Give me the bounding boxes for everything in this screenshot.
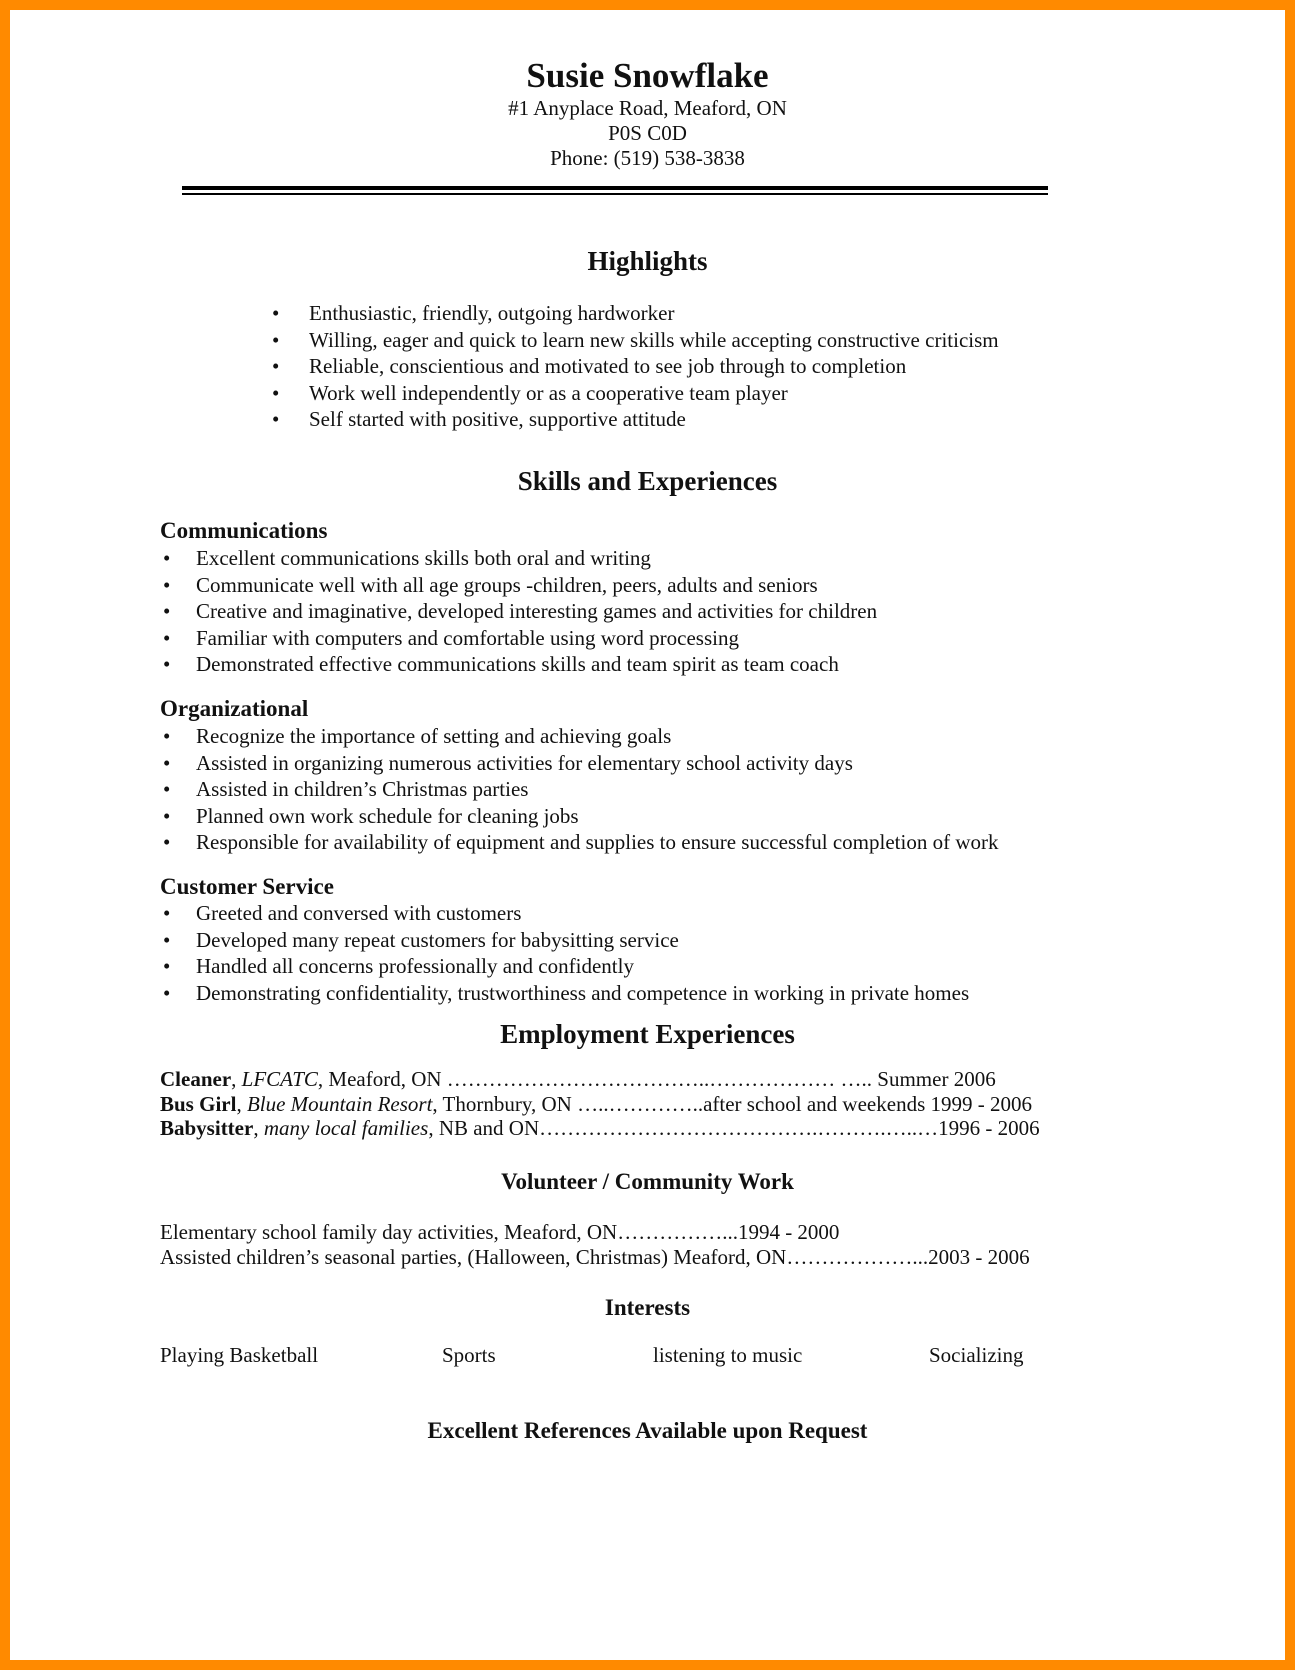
bullet: • <box>163 830 171 854</box>
resume-page <box>10 10 1285 1660</box>
job-role: Bus Girl <box>160 1092 237 1116</box>
list-item: • Reliable, conscientious and motivated to see job through to completion <box>272 354 907 378</box>
list-item: • Recognize the importance of setting and achieving goals <box>163 724 672 748</box>
organizational-list <box>160 723 999 856</box>
bullet: • <box>163 901 171 925</box>
job-row-cleaner: Cleaner, LFCATC, Meaford, ON ………………………………..……………… ….. Summer 2006 <box>160 1067 996 1091</box>
list-item: • Demonstrated effective communications skills and team spirit as team coach <box>163 652 839 676</box>
list-item: • Enthusiastic, friendly, outgoing hardworker <box>272 301 675 325</box>
list-item: • Developed many repeat customers for babysitting service <box>163 927 679 952</box>
address-line: #1 Anyplace Road, Meaford, ON <box>508 96 787 120</box>
volunteer-item: Assisted children’s seasonal parties, (Halloween, Christmas) Meaford, ON………………...2003 - 2006 <box>160 1245 1030 1269</box>
list-item: • Handled all concerns professionally and confidently <box>163 954 634 978</box>
bullet: • <box>272 407 280 431</box>
highlights-list <box>272 300 999 433</box>
job-row-bus-girl: Bus Girl, Blue Mountain Resort, Thornbury, ON …..…………..after school and weekends 1999 - 2006 <box>160 1092 1032 1116</box>
bullet: • <box>163 954 171 978</box>
bullet: • <box>163 652 171 676</box>
volunteer-heading: Volunteer / Community Work <box>501 1169 794 1194</box>
job-employer: LFCATC <box>241 1067 318 1091</box>
resume-name: Susie Snowflake <box>526 56 769 95</box>
bullet: • <box>272 301 280 325</box>
interest-item: Sports <box>442 1343 496 1367</box>
bullet: • <box>163 625 171 650</box>
bullet: • <box>163 546 171 570</box>
header-rule-thin <box>182 193 1048 195</box>
job-details: , NB and ON………………………………….……….…..…1996 - 2006 <box>428 1116 1040 1140</box>
job-details: , Thornbury, ON …..…………..after school and weekends 1999 - 2006 <box>432 1092 1032 1116</box>
employment-heading: Employment Experiences <box>500 1019 795 1049</box>
organizational-subheading: Organizational <box>160 696 309 721</box>
bullet: • <box>163 599 171 623</box>
customer-service-list <box>160 900 969 1006</box>
interests-heading: Interests <box>604 1295 691 1320</box>
bullet: • <box>163 724 171 748</box>
list-item: • Assisted in organizing numerous activities for elementary school activity days <box>163 750 853 775</box>
job-role: Babysitter <box>160 1116 254 1140</box>
job-role: Cleaner <box>160 1067 232 1091</box>
list-item: • Creative and imaginative, developed interesting games and activities for children <box>163 599 878 623</box>
bullet: • <box>272 327 280 352</box>
job-employer: Blue Mountain Resort <box>246 1092 433 1116</box>
interest-item: Playing Basketball <box>160 1343 319 1367</box>
bullet: • <box>163 980 171 1005</box>
list-item: • Self started with positive, supportive attitude <box>272 407 686 431</box>
list-item: • Planned own work schedule for cleaning jobs <box>163 803 579 828</box>
job-employer: many local families <box>263 1116 429 1140</box>
customer-service-subheading: Customer Service <box>160 874 334 899</box>
bullet: • <box>163 803 171 828</box>
list-item: • Familiar with computers and comfortable using word processing <box>163 625 739 650</box>
skills-heading: Skills and Experiences <box>517 466 778 496</box>
interest-item: Socializing <box>929 1343 1024 1367</box>
list-item: • Communicate well with all age groups -children, peers, adults and seniors <box>163 572 818 597</box>
phone-line: Phone: (519) 538-3838 <box>550 146 745 170</box>
bullet: • <box>163 750 171 775</box>
bullet: • <box>163 777 171 801</box>
list-item: • Assisted in children’s Christmas parties <box>163 777 529 801</box>
list-item: • Work well independently or as a cooperative team player <box>272 380 788 405</box>
list-item: • Willing, eager and quick to learn new skills while accepting constructive criticism <box>272 327 999 352</box>
list-item: • Greeted and conversed with customers <box>163 901 522 925</box>
bullet: • <box>272 380 280 405</box>
volunteer-item: Elementary school family day activities, Meaford, ON……………...1994 - 2000 <box>160 1220 840 1244</box>
job-row-babysitter: Babysitter, many local families, NB and ON………………………………….……….…..…1996 - 2006 <box>160 1116 1040 1140</box>
list-item: • Excellent communications skills both oral and writing <box>163 546 651 570</box>
bullet: • <box>163 927 171 952</box>
references-note: Excellent References Available upon Request <box>427 1418 868 1443</box>
job-details: , Meaford, ON ………………………………..……………… ….. Summer 2006 <box>317 1067 996 1091</box>
list-item: • Demonstrating confidentiality, trustworthiness and competence in working in private homes <box>163 980 970 1005</box>
postal-code: P0S C0D <box>608 121 687 145</box>
list-item: • Responsible for availability of equipment and supplies to ensure successful completion of work <box>163 830 999 854</box>
bullet: • <box>163 572 171 597</box>
communications-subheading: Communications <box>160 518 328 543</box>
header-rule-thick <box>182 186 1048 190</box>
bullet: • <box>272 354 280 378</box>
highlights-heading: Highlights <box>587 246 708 276</box>
interest-item: listening to music <box>653 1343 803 1367</box>
communications-list <box>160 545 877 678</box>
